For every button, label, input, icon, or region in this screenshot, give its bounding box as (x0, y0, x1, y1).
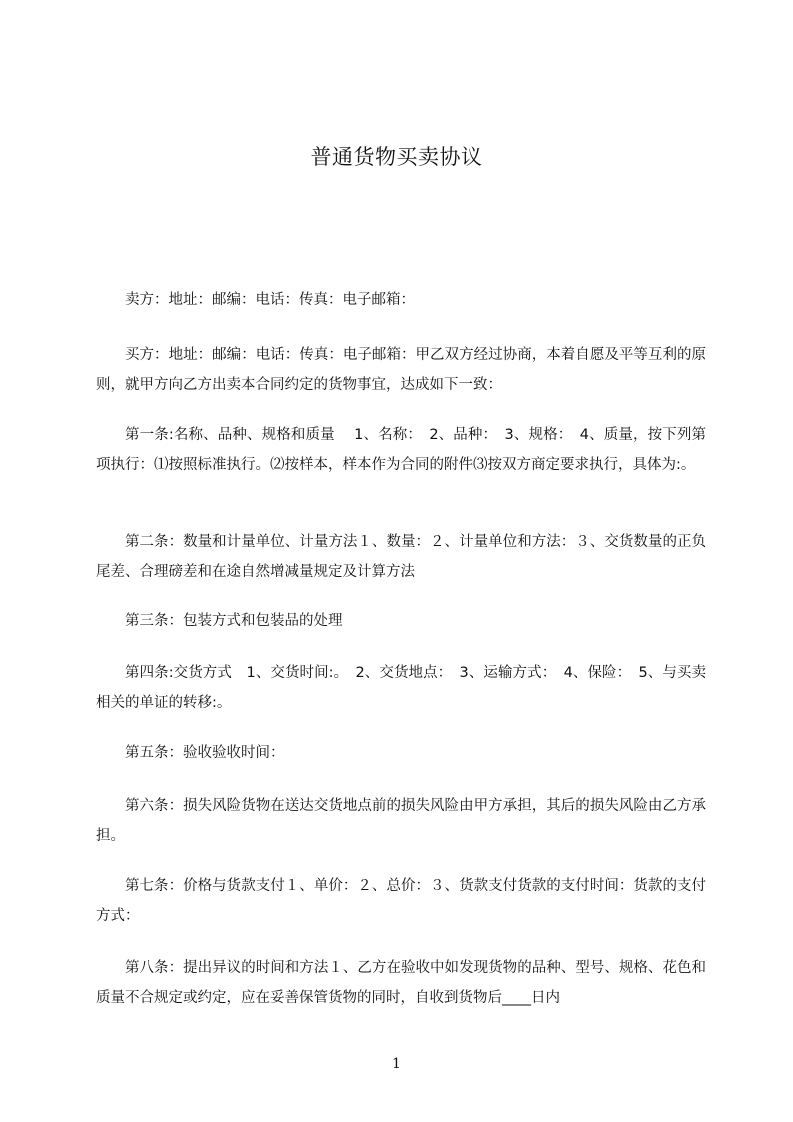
page-number: 1 (392, 1056, 401, 1072)
seller-info-paragraph: 卖方：地址：邮编：电话：传真：电子邮箱： (125, 292, 415, 308)
buyer-info-paragraph: 买方：地址：邮编：电话：传真：电子邮箱：甲乙双方经过协商，本着自愿及平等互利的原则，就甲方向乙方出卖本合同约定的货物事宜，达成如下一致： (96, 347, 706, 393)
article-7-paragraph: 第七条：价格与货款支付１、单价：２、总价：３、货款支付货款的支付时间：货款的支付方式： (96, 878, 706, 924)
article-1-paragraph: 第一条:名称、品种、规格和质量 1、名称： 2、品种： 3、规格： 4、质量，按下列第项执行：⑴按照标准执行。⑵按样本，样本作为合同的附件⑶按双方商定要求执行，具体为:。 (96, 427, 706, 473)
article-3-paragraph: 第三条：包装方式和包装品的处理 (125, 613, 343, 629)
document-title: 普通货物买卖协议 (310, 145, 483, 169)
article-6-paragraph: 第六条：损失风险货物在送达交货地点前的损失风险由甲方承担，其后的损失风险由乙方承担。 (96, 798, 706, 844)
article-2-paragraph: 第二条：数量和计量单位、计量方法１、数量：２、计量单位和方法：３、交货数量的正负尾差、合理磅差和在途自然增减量规定及计算方法 (96, 534, 706, 580)
article-4-paragraph: 第四条:交货方式 1、交货时间:。 2、交货地点： 3、运输方式： 4、保险： 5、与买卖相关的单证的转移:。 (96, 665, 706, 711)
article-5-paragraph: 第五条：验收验收时间： (125, 745, 285, 761)
article-8-paragraph: 第八条：提出异议的时间和方法１、乙方在验收中如发现货物的品种、型号、规格、花色和质量不合规定或约定，应在妥善保管货物的同时，自收到货物后____日内 (96, 960, 706, 1006)
